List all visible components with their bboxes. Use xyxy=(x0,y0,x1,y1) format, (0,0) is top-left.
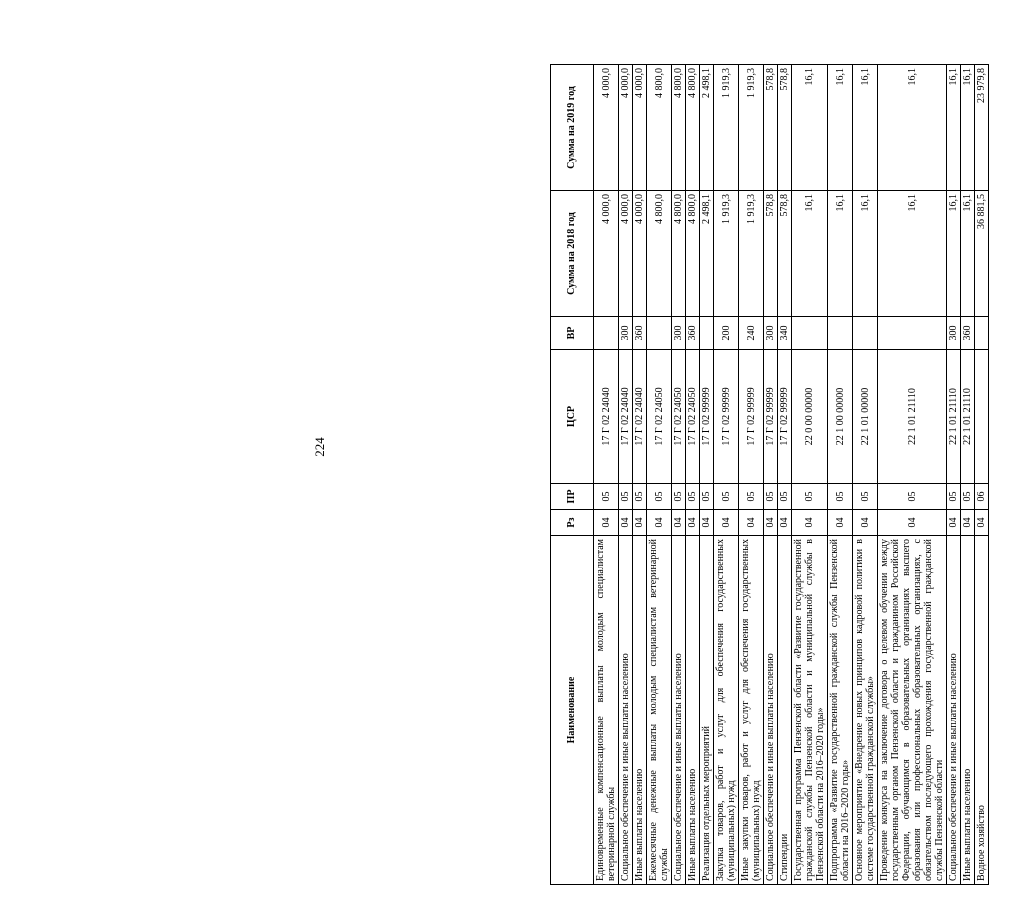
table-row xyxy=(739,65,764,885)
cell-rz: 04 xyxy=(633,510,647,536)
cell-rz: 04 xyxy=(714,510,739,536)
cell-vr: 300 xyxy=(947,317,961,350)
cell-rz: 04 xyxy=(647,510,672,536)
cell-sum-2018: 4 000,0 xyxy=(594,191,619,317)
cell-vr xyxy=(853,317,878,350)
cell-csr: 17 Г 02 99999 xyxy=(764,350,778,484)
rotated-table-container xyxy=(550,65,1010,885)
cell-rz: 04 xyxy=(947,510,961,536)
cell-vr: 340 xyxy=(778,317,792,350)
cell-sum-2019: 4 800,0 xyxy=(686,65,700,191)
cell-rz: 04 xyxy=(961,510,975,536)
cell-pr: 05 xyxy=(619,484,633,510)
table-row xyxy=(700,65,714,885)
header-sum-2018: Сумма на 2018 год xyxy=(551,191,594,317)
cell-rz: 04 xyxy=(739,510,764,536)
cell-pr: 05 xyxy=(947,484,961,510)
cell-pr: 05 xyxy=(700,484,714,510)
cell-name: Иные выплаты населению xyxy=(633,536,647,885)
cell-rz: 04 xyxy=(778,510,792,536)
cell-name: Социальное обеспечение и иные выплаты населению xyxy=(947,536,961,885)
header-rz: Рз xyxy=(551,510,594,536)
cell-name: Подпрограмма «Развитие государственной гражданской службы Пензенской области на 2016–2020 годы» xyxy=(828,536,853,885)
cell-rz: 04 xyxy=(792,510,828,536)
header-name: Наименование xyxy=(551,536,594,885)
cell-sum-2019: 16,1 xyxy=(792,65,828,191)
cell-sum-2019: 578,8 xyxy=(764,65,778,191)
cell-vr xyxy=(647,317,672,350)
cell-sum-2018: 16,1 xyxy=(961,191,975,317)
cell-vr xyxy=(878,317,947,350)
cell-csr: 17 Г 02 24040 xyxy=(594,350,619,484)
cell-vr xyxy=(594,317,619,350)
cell-name: Реализация отдельных мероприятий xyxy=(700,536,714,885)
table-row xyxy=(853,65,878,885)
page-number: 224 xyxy=(312,437,327,457)
cell-csr: 22 1 01 00000 xyxy=(853,350,878,484)
cell-pr: 05 xyxy=(792,484,828,510)
cell-pr: 06 xyxy=(975,484,989,510)
cell-sum-2018: 36 881,5 xyxy=(975,191,989,317)
cell-sum-2019: 4 000,0 xyxy=(633,65,647,191)
cell-sum-2019: 16,1 xyxy=(961,65,975,191)
cell-rz: 04 xyxy=(828,510,853,536)
cell-rz: 04 xyxy=(619,510,633,536)
cell-sum-2018: 4 800,0 xyxy=(672,191,686,317)
cell-name: Социальное обеспечение и иные выплаты населению xyxy=(619,536,633,885)
cell-sum-2018: 16,1 xyxy=(828,191,853,317)
table-row xyxy=(686,65,700,885)
cell-name: Единовременные компенсационные выплаты молодым специалистам ветеринарной службы xyxy=(594,536,619,885)
cell-pr: 05 xyxy=(714,484,739,510)
cell-csr: 17 Г 02 24050 xyxy=(686,350,700,484)
cell-csr: 22 1 01 21110 xyxy=(961,350,975,484)
cell-sum-2018: 4 800,0 xyxy=(647,191,672,317)
cell-csr: 17 Г 02 99999 xyxy=(714,350,739,484)
cell-name: Стипендии xyxy=(778,536,792,885)
cell-csr: 22 0 00 00000 xyxy=(792,350,828,484)
table-row xyxy=(764,65,778,885)
cell-csr: 17 Г 02 99999 xyxy=(739,350,764,484)
cell-sum-2019: 16,1 xyxy=(828,65,853,191)
cell-name: Социальное обеспечение и иные выплаты населению xyxy=(764,536,778,885)
table-header xyxy=(551,65,594,885)
cell-sum-2018: 16,1 xyxy=(878,191,947,317)
cell-csr: 22 1 00 00000 xyxy=(828,350,853,484)
cell-sum-2018: 16,1 xyxy=(792,191,828,317)
cell-vr: 300 xyxy=(619,317,633,350)
cell-name: Основное мероприятие «Внедрение новых принципов кадровой политики в системе государственной гражданской службы» xyxy=(853,536,878,885)
cell-sum-2018: 4 000,0 xyxy=(619,191,633,317)
cell-sum-2019: 16,1 xyxy=(878,65,947,191)
cell-vr xyxy=(700,317,714,350)
cell-vr: 360 xyxy=(633,317,647,350)
cell-rz: 04 xyxy=(764,510,778,536)
cell-pr: 05 xyxy=(594,484,619,510)
table-row xyxy=(878,65,947,885)
cell-name: Государственная программа Пензенской области «Развитие государственной гражданской службы Пензенской области и муниципальной службы в Пензенской области на 2016–2020 годы» xyxy=(792,536,828,885)
cell-rz: 04 xyxy=(975,510,989,536)
table-row xyxy=(961,65,975,885)
cell-rz: 04 xyxy=(853,510,878,536)
table-row xyxy=(975,65,989,885)
cell-sum-2019: 16,1 xyxy=(853,65,878,191)
cell-pr: 05 xyxy=(853,484,878,510)
budget-table xyxy=(550,64,989,885)
cell-sum-2018: 4 800,0 xyxy=(686,191,700,317)
cell-name: Проведение конкурса на заключение договора о целевом обучении между государственным органом Пензенской области и гражданином Российской Федерации, обучающимся в образовательных организациях высшего образования или профессиональных образовательных организациях, с обязательством последующего прохождения государственной гражданской службы Пензенской области xyxy=(878,536,947,885)
cell-csr: 17 Г 02 24050 xyxy=(647,350,672,484)
cell-name: Иные закупки товаров, работ и услуг для обеспечения государственных (муниципальных) нужд xyxy=(739,536,764,885)
cell-sum-2019: 4 800,0 xyxy=(647,65,672,191)
cell-sum-2018: 16,1 xyxy=(947,191,961,317)
cell-sum-2018: 578,8 xyxy=(778,191,792,317)
cell-sum-2019: 578,8 xyxy=(778,65,792,191)
cell-name: Ежемесячные денежные выплаты молодым специалистам ветеринарной службы xyxy=(647,536,672,885)
cell-pr: 05 xyxy=(878,484,947,510)
cell-vr xyxy=(792,317,828,350)
table-body xyxy=(594,65,989,885)
cell-vr xyxy=(975,317,989,350)
cell-pr: 05 xyxy=(672,484,686,510)
cell-csr: 22 1 01 21110 xyxy=(947,350,961,484)
cell-sum-2019: 1 919,3 xyxy=(714,65,739,191)
cell-name: Социальное обеспечение и иные выплаты населению xyxy=(672,536,686,885)
header-sum-2019: Сумма на 2019 год xyxy=(551,65,594,191)
cell-pr: 05 xyxy=(828,484,853,510)
table-row xyxy=(778,65,792,885)
cell-pr: 05 xyxy=(686,484,700,510)
cell-name: Закупка товаров, работ и услуг для обеспечения государственных (муниципальных) нужд xyxy=(714,536,739,885)
table-row xyxy=(672,65,686,885)
cell-vr: 360 xyxy=(686,317,700,350)
cell-rz: 04 xyxy=(686,510,700,536)
cell-sum-2019: 4 000,0 xyxy=(594,65,619,191)
cell-csr: 17 Г 02 99999 xyxy=(778,350,792,484)
cell-pr: 05 xyxy=(778,484,792,510)
cell-pr: 05 xyxy=(739,484,764,510)
cell-rz: 04 xyxy=(594,510,619,536)
cell-sum-2018: 4 000,0 xyxy=(633,191,647,317)
cell-sum-2018: 1 919,3 xyxy=(739,191,764,317)
table-row xyxy=(792,65,828,885)
table-row xyxy=(828,65,853,885)
cell-vr: 240 xyxy=(739,317,764,350)
cell-csr: 17 Г 02 99999 xyxy=(700,350,714,484)
cell-sum-2019: 2 498,1 xyxy=(700,65,714,191)
cell-name: Иные выплаты населению xyxy=(961,536,975,885)
header-vr: ВР xyxy=(551,317,594,350)
cell-sum-2019: 1 919,3 xyxy=(739,65,764,191)
cell-csr: 17 Г 02 24050 xyxy=(672,350,686,484)
cell-sum-2019: 4 000,0 xyxy=(619,65,633,191)
table-row xyxy=(619,65,633,885)
cell-pr: 05 xyxy=(633,484,647,510)
cell-rz: 04 xyxy=(672,510,686,536)
cell-csr: 17 Г 02 24040 xyxy=(619,350,633,484)
cell-csr xyxy=(975,350,989,484)
table-row xyxy=(633,65,647,885)
table-row xyxy=(594,65,619,885)
cell-sum-2018: 16,1 xyxy=(853,191,878,317)
cell-vr: 360 xyxy=(961,317,975,350)
cell-name: Водное хозяйство xyxy=(975,536,989,885)
cell-sum-2019: 16,1 xyxy=(947,65,961,191)
cell-sum-2019: 23 979,8 xyxy=(975,65,989,191)
cell-rz: 04 xyxy=(700,510,714,536)
header-pr: ПР xyxy=(551,484,594,510)
cell-vr: 200 xyxy=(714,317,739,350)
cell-pr: 05 xyxy=(961,484,975,510)
cell-sum-2019: 4 800,0 xyxy=(672,65,686,191)
header-csr: ЦСР xyxy=(551,350,594,484)
cell-rz: 04 xyxy=(878,510,947,536)
cell-name: Иные выплаты населению xyxy=(686,536,700,885)
cell-vr: 300 xyxy=(764,317,778,350)
cell-csr: 22 1 01 21110 xyxy=(878,350,947,484)
cell-sum-2018: 578,8 xyxy=(764,191,778,317)
table-row xyxy=(714,65,739,885)
cell-csr: 17 Г 02 24040 xyxy=(633,350,647,484)
table-row xyxy=(647,65,672,885)
cell-pr: 05 xyxy=(647,484,672,510)
cell-vr xyxy=(828,317,853,350)
cell-pr: 05 xyxy=(764,484,778,510)
table-row xyxy=(947,65,961,885)
cell-sum-2018: 1 919,3 xyxy=(714,191,739,317)
cell-vr: 300 xyxy=(672,317,686,350)
cell-sum-2018: 2 498,1 xyxy=(700,191,714,317)
